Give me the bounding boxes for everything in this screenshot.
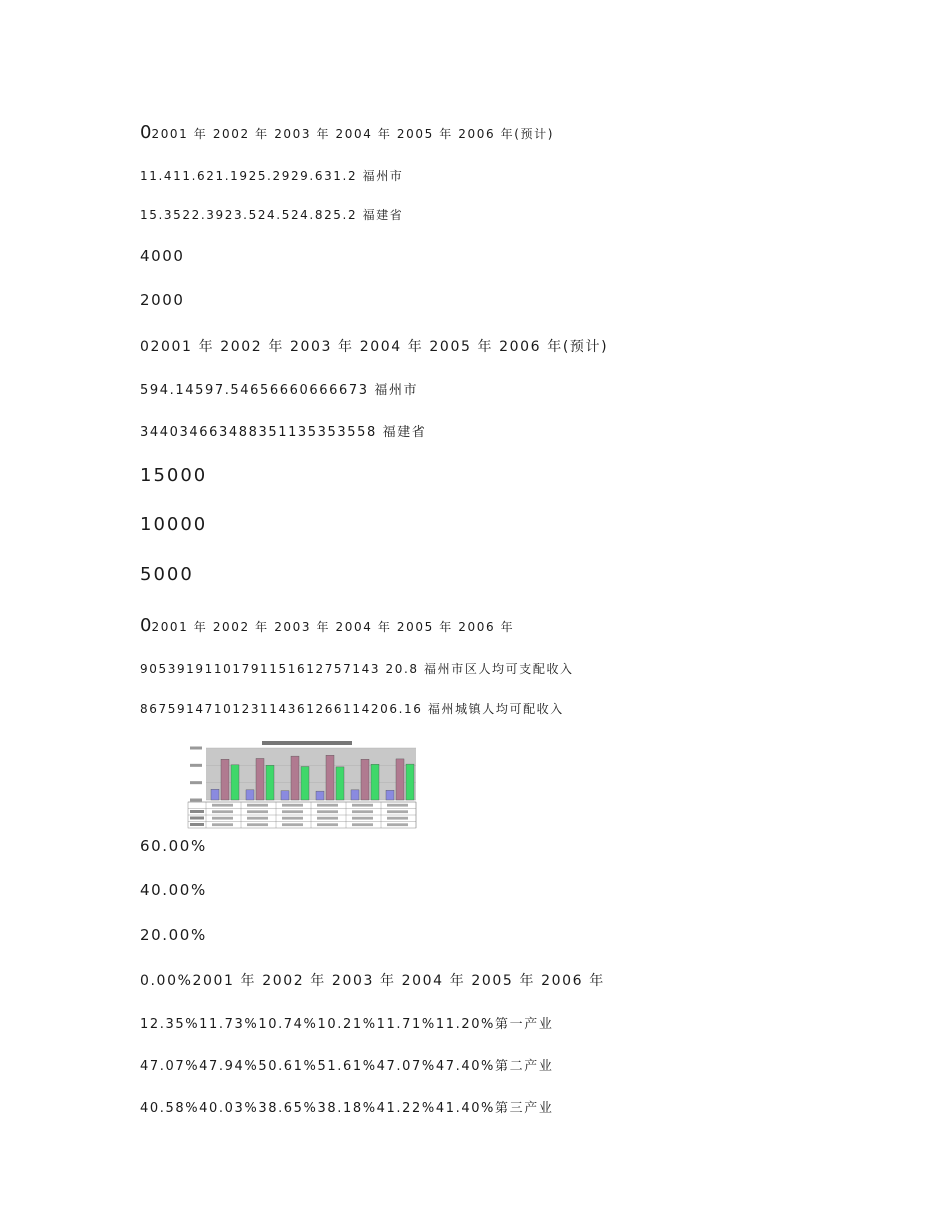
bar-tertiary bbox=[336, 767, 344, 800]
chart3-tick-15000: 15000 bbox=[140, 465, 208, 486]
bar-tertiary bbox=[371, 764, 379, 800]
year-labels: 2001 年 2002 年 2003 年 2004 年 2005 年 2006 年 bbox=[151, 620, 515, 634]
table-cell bbox=[352, 810, 373, 813]
table-row-label bbox=[190, 823, 204, 826]
bar-secondary bbox=[326, 755, 334, 800]
bar-secondary bbox=[291, 756, 299, 800]
bar-secondary bbox=[221, 759, 229, 800]
table-cell bbox=[282, 817, 303, 820]
chart3-tick-10000: 10000 bbox=[140, 514, 208, 535]
chart1-row-fujian: 15.3522.3923.524.524.825.2 福建省 bbox=[140, 208, 404, 222]
chart4-row-primary: 12.35%11.73%10.74%10.21%11.71%11.20%第一产业 bbox=[140, 1017, 554, 1032]
table-cell bbox=[247, 804, 268, 807]
bar-primary bbox=[386, 790, 394, 800]
bar-tertiary bbox=[301, 767, 309, 800]
axis-zero: 0 bbox=[140, 122, 152, 143]
table-cell bbox=[282, 823, 303, 826]
bar-primary bbox=[281, 791, 289, 800]
chart2-tick-2000: 2000 bbox=[140, 291, 185, 309]
table-cell bbox=[282, 804, 303, 807]
chart4-row-secondary: 47.07%47.94%50.61%51.61%47.07%47.40%第二产业 bbox=[140, 1059, 554, 1074]
bar-primary bbox=[351, 790, 359, 800]
bar-tertiary bbox=[266, 765, 274, 800]
bar-tertiary bbox=[231, 765, 239, 800]
table-cell bbox=[212, 823, 233, 826]
table-cell bbox=[387, 823, 408, 826]
y-tick-label bbox=[190, 747, 202, 750]
chart3-row-urban-town: 8675914710123114361266114206.16 福州城镇人均可配收入 bbox=[140, 702, 564, 716]
table-cell bbox=[317, 804, 338, 807]
bar-primary bbox=[316, 791, 324, 800]
table-cell bbox=[247, 810, 268, 813]
bar-tertiary bbox=[406, 764, 414, 800]
table-cell bbox=[387, 817, 408, 820]
chart2-row-fujian: 344034663488351135353558 福建省 bbox=[140, 425, 427, 440]
table-cell bbox=[247, 823, 268, 826]
chart1-row-fuzhou: 11.411.621.1925.2929.631.2 福州市 bbox=[140, 169, 404, 183]
chart2-tick-4000: 4000 bbox=[140, 247, 185, 265]
chart4-tick-60: 60.00% bbox=[140, 837, 207, 855]
bar-primary bbox=[246, 790, 254, 800]
table-cell bbox=[212, 817, 233, 820]
table-cell bbox=[282, 810, 303, 813]
y-tick-label bbox=[190, 781, 202, 784]
chart4-tick-20: 20.00% bbox=[140, 926, 207, 944]
table-cell bbox=[317, 810, 338, 813]
chart3-axis-row bbox=[140, 615, 514, 636]
table-cell bbox=[317, 817, 338, 820]
bar-secondary bbox=[396, 759, 404, 800]
table-cell bbox=[247, 817, 268, 820]
year-labels: 2001 年 2002 年 2003 年 2004 年 2005 年 2006 年(预计) bbox=[151, 127, 555, 141]
table-cell bbox=[352, 804, 373, 807]
chart-title-blur bbox=[262, 741, 352, 745]
chart4-row-tertiary: 40.58%40.03%38.65%38.18%41.22%41.40%第三产业 bbox=[140, 1101, 554, 1116]
bar-secondary bbox=[256, 758, 264, 800]
chart4-tick-40: 40.00% bbox=[140, 881, 207, 899]
table-cell bbox=[352, 823, 373, 826]
table-cell bbox=[387, 804, 408, 807]
table-cell bbox=[212, 804, 233, 807]
chart-svg bbox=[186, 738, 418, 830]
table-cell bbox=[387, 810, 408, 813]
y-tick-label bbox=[190, 799, 202, 802]
chart3-tick-5000: 5000 bbox=[140, 564, 194, 585]
table-row-label bbox=[190, 810, 204, 813]
chart2-axis-row: 02001 年 2002 年 2003 年 2004 年 2005 年 2006 年(预计) bbox=[140, 339, 609, 355]
axis-zero: 0 bbox=[140, 615, 152, 636]
table-cell bbox=[317, 823, 338, 826]
chart1-axis-row bbox=[140, 122, 554, 143]
bar-secondary bbox=[361, 759, 369, 800]
table-cell bbox=[212, 810, 233, 813]
table-cell bbox=[352, 817, 373, 820]
industry-structure-chart bbox=[186, 738, 418, 830]
chart3-row-urban-district: 90539191101791151612757143 20.8 福州市区人均可支配收入 bbox=[140, 662, 574, 676]
table-row-label bbox=[190, 817, 204, 820]
chart4-axis-row: 0.00%2001 年 2002 年 2003 年 2004 年 2005 年 2006 年 bbox=[140, 973, 605, 989]
bar-primary bbox=[211, 789, 219, 800]
y-tick-label bbox=[190, 764, 202, 767]
chart2-row-fuzhou: 594.14597.54656660666673 福州市 bbox=[140, 383, 419, 398]
